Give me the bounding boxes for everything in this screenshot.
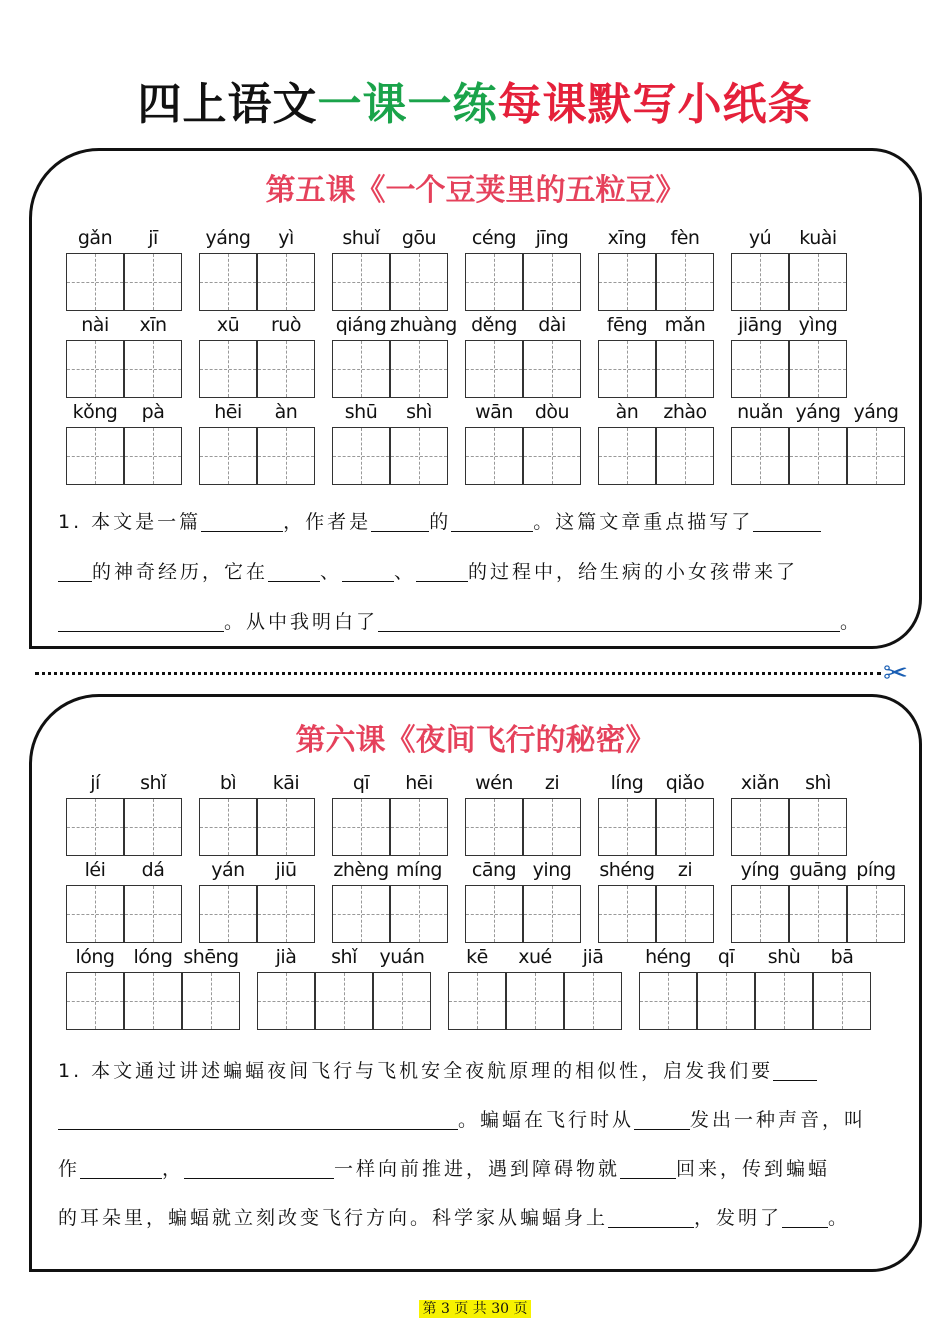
pinyin-label: mǎn <box>664 314 706 336</box>
pinyin-word-group <box>731 401 905 491</box>
pinyin-label: qī <box>717 946 735 968</box>
q-text: 、 <box>320 561 343 583</box>
pinyin-label: yáng <box>205 227 251 249</box>
pinyin-word-group <box>465 401 581 491</box>
writing-box[interactable] <box>66 885 124 943</box>
writing-box[interactable] <box>789 340 847 398</box>
pinyin-label: yìng <box>798 314 838 336</box>
pinyin-label: shéng <box>599 859 655 881</box>
pinyin-label: jīng <box>535 227 569 249</box>
writing-box[interactable] <box>755 972 813 1030</box>
answer-blank[interactable] <box>416 557 468 582</box>
writing-box[interactable] <box>465 340 523 398</box>
pinyin-label: wān <box>475 401 513 423</box>
pinyin-label: zhào <box>663 401 707 423</box>
pinyin-word-group <box>332 772 448 862</box>
pinyin-word-group <box>465 314 581 404</box>
pinyin-label: píng <box>856 859 896 881</box>
writing-box[interactable] <box>564 972 622 1030</box>
writing-box[interactable] <box>332 885 390 943</box>
q-text: 、 <box>394 561 417 583</box>
pinyin-label: àn <box>615 401 639 423</box>
writing-box[interactable] <box>124 798 182 856</box>
answer-blank[interactable] <box>451 507 533 532</box>
pinyin-label: shì <box>406 401 432 423</box>
writing-box[interactable] <box>257 340 315 398</box>
pinyin-word-group <box>731 227 847 317</box>
writing-box[interactable] <box>257 427 315 485</box>
writing-box[interactable] <box>66 798 124 856</box>
answer-blank[interactable] <box>608 1203 694 1228</box>
lesson-6-card <box>29 694 922 1272</box>
lesson-5-card <box>29 148 922 649</box>
pinyin-word-group <box>731 314 847 404</box>
pinyin-label: gǎn <box>77 227 113 249</box>
pinyin-label: jiū <box>275 859 297 881</box>
pinyin-word-group <box>257 946 431 1036</box>
pinyin-label: kǒng <box>72 401 118 423</box>
pinyin-word-group <box>66 401 182 491</box>
pinyin-word-group <box>465 772 581 862</box>
answer-blank[interactable] <box>58 557 92 582</box>
answer-blank[interactable] <box>201 507 283 532</box>
writing-box[interactable] <box>465 885 523 943</box>
pinyin-word-group <box>598 859 714 949</box>
pinyin-label: nuǎn <box>737 401 783 423</box>
writing-box[interactable] <box>465 253 523 311</box>
writing-box[interactable] <box>124 885 182 943</box>
writing-box[interactable] <box>199 798 257 856</box>
pinyin-word-group <box>639 946 871 1036</box>
pinyin-label: pà <box>141 401 165 423</box>
pinyin-label: dá <box>141 859 165 881</box>
pinyin-word-group <box>66 314 182 404</box>
q-text: 发出一种声音，叫 <box>690 1109 867 1131</box>
lesson-5-question-line-2 <box>58 547 899 597</box>
pinyin-label: qiáng <box>335 314 387 336</box>
pinyin-label: léi <box>84 859 106 881</box>
pinyin-label: jí <box>90 772 100 794</box>
pinyin-label: guāng <box>789 859 847 881</box>
writing-box[interactable] <box>332 798 390 856</box>
writing-box[interactable] <box>199 427 257 485</box>
lesson-5-title: 第五课《一个豆荚里的五粒豆》 <box>265 173 686 208</box>
writing-box[interactable] <box>847 885 905 943</box>
answer-blank[interactable] <box>782 1203 828 1228</box>
pinyin-word-group <box>199 772 315 862</box>
pinyin-label: zhuàng <box>390 314 457 336</box>
writing-box[interactable] <box>390 798 448 856</box>
pinyin-label: yáng <box>795 401 841 423</box>
q-text: 一样向前推进，遇到障碍物就 <box>334 1158 621 1180</box>
pinyin-word-group <box>332 859 448 949</box>
lesson-6-title: 第六课《夜间飞行的秘密》 <box>295 723 656 758</box>
writing-box[interactable] <box>66 972 124 1030</box>
answer-blank[interactable] <box>378 607 840 632</box>
pinyin-label: gōu <box>401 227 437 249</box>
pinyin-word-group <box>598 314 714 404</box>
pinyin-label: shǐ <box>140 772 166 794</box>
pinyin-label: céng <box>471 227 517 249</box>
writing-box[interactable] <box>731 253 789 311</box>
writing-box[interactable] <box>257 253 315 311</box>
lesson-5-question-line-1 <box>58 497 899 547</box>
page-number: 第 3 页 共 30 页 <box>419 1300 532 1318</box>
scissors-icon: ✂ <box>883 656 909 691</box>
answer-blank[interactable] <box>773 1056 817 1081</box>
pinyin-word-group <box>448 946 622 1036</box>
pinyin-label: dòu <box>534 401 570 423</box>
pinyin-label: jiāng <box>738 314 782 336</box>
writing-box[interactable] <box>598 798 656 856</box>
pinyin-word-group <box>199 401 315 491</box>
writing-box[interactable] <box>390 253 448 311</box>
pinyin-word-group <box>199 314 315 404</box>
pinyin-label: shì <box>805 772 831 794</box>
pinyin-label: zhèng <box>333 859 389 881</box>
title-part-1: 四上语文 <box>137 79 318 130</box>
pinyin-label: fèn <box>670 227 700 249</box>
lesson-6-question-line-2 <box>58 1095 899 1145</box>
pinyin-label: bā <box>830 946 854 968</box>
writing-box[interactable] <box>66 340 124 398</box>
title-part-2: 一课一练 <box>317 79 498 130</box>
pinyin-label: jī <box>148 227 158 249</box>
writing-box[interactable] <box>182 972 240 1030</box>
q-text: 回来，传到蝙蝠 <box>676 1158 831 1180</box>
pinyin-label: bì <box>219 772 237 794</box>
writing-box[interactable] <box>257 798 315 856</box>
writing-box[interactable] <box>373 972 431 1030</box>
writing-box[interactable] <box>847 427 905 485</box>
writing-box[interactable] <box>199 340 257 398</box>
lesson-6-question-line-4 <box>58 1193 899 1243</box>
writing-box[interactable] <box>697 972 755 1030</box>
pinyin-label: hēi <box>214 401 242 423</box>
writing-box[interactable] <box>257 885 315 943</box>
pinyin-label: kuài <box>799 227 837 249</box>
writing-box[interactable] <box>813 972 871 1030</box>
pinyin-label: shù <box>767 946 801 968</box>
writing-box[interactable] <box>315 972 373 1030</box>
answer-blank[interactable] <box>371 507 429 532</box>
lesson-5-question-line-3 <box>58 597 899 647</box>
pinyin-label: líng <box>610 772 644 794</box>
pinyin-label: qī <box>352 772 370 794</box>
writing-box[interactable] <box>523 340 581 398</box>
writing-box[interactable] <box>124 427 182 485</box>
page-footer <box>0 1298 950 1318</box>
q-text: 。 <box>840 611 863 633</box>
pinyin-label: yú <box>748 227 772 249</box>
writing-box[interactable] <box>390 340 448 398</box>
writing-box[interactable] <box>523 253 581 311</box>
q-text: 的过程中，给生病的小女孩带来了 <box>468 561 799 583</box>
writing-box[interactable] <box>257 972 315 1030</box>
pinyin-word-group <box>199 227 315 317</box>
cut-line <box>35 672 881 675</box>
writing-box[interactable] <box>124 972 182 1030</box>
pinyin-label: yuán <box>379 946 425 968</box>
answer-blank[interactable] <box>58 1105 458 1130</box>
writing-box[interactable] <box>656 253 714 311</box>
pinyin-label: lóng <box>133 946 173 968</box>
pinyin-label: shǐ <box>331 946 357 968</box>
pinyin-label: shuǐ <box>342 227 380 249</box>
pinyin-label: ying <box>532 859 572 881</box>
writing-box[interactable] <box>598 340 656 398</box>
pinyin-label: zi <box>544 772 560 794</box>
answer-blank[interactable] <box>620 1154 676 1179</box>
answer-blank[interactable] <box>753 507 821 532</box>
writing-box[interactable] <box>731 427 789 485</box>
writing-box[interactable] <box>598 885 656 943</box>
pinyin-label: kē <box>466 946 488 968</box>
pinyin-label: xué <box>518 946 552 968</box>
q-text: ， <box>162 1158 185 1180</box>
writing-box[interactable] <box>66 427 124 485</box>
pinyin-label: xiǎn <box>740 772 780 794</box>
pinyin-label: zi <box>677 859 693 881</box>
writing-box[interactable] <box>731 885 789 943</box>
pinyin-label: lóng <box>75 946 115 968</box>
writing-box[interactable] <box>199 253 257 311</box>
writing-box[interactable] <box>731 798 789 856</box>
answer-blank[interactable] <box>80 1154 162 1179</box>
writing-box[interactable] <box>598 427 656 485</box>
q-text: 1. 本文是一篇 <box>58 511 202 533</box>
pinyin-label: xīng <box>607 227 647 249</box>
pinyin-label: shū <box>344 401 378 423</box>
pinyin-word-group <box>465 859 581 949</box>
writing-box[interactable] <box>789 253 847 311</box>
page-title <box>0 68 950 132</box>
q-text: ，发明了 <box>694 1207 783 1229</box>
writing-box[interactable] <box>332 340 390 398</box>
lesson-6-question-line-3 <box>58 1144 899 1194</box>
answer-blank[interactable] <box>184 1154 334 1179</box>
pinyin-label: kāi <box>272 772 300 794</box>
pinyin-label: àn <box>274 401 298 423</box>
answer-blank[interactable] <box>58 607 224 632</box>
writing-box[interactable] <box>598 253 656 311</box>
pinyin-label: qiǎo <box>665 772 705 794</box>
writing-box[interactable] <box>789 885 847 943</box>
pinyin-label: xū <box>216 314 240 336</box>
writing-box[interactable] <box>523 798 581 856</box>
writing-box[interactable] <box>789 798 847 856</box>
q-text: 1. 本文通过讲述蝙蝠夜间飞行与飞机安全夜航原理的相似性，启发我们要 <box>58 1060 774 1082</box>
pinyin-label: jià <box>275 946 297 968</box>
lesson-6-question-line-1 <box>58 1046 899 1096</box>
writing-box[interactable] <box>656 427 714 485</box>
writing-box[interactable] <box>390 885 448 943</box>
pinyin-label: yán <box>211 859 245 881</box>
pinyin-label: ruò <box>271 314 301 336</box>
writing-box[interactable] <box>523 427 581 485</box>
pinyin-word-group <box>731 772 847 862</box>
answer-blank[interactable] <box>342 557 394 582</box>
writing-box[interactable] <box>731 340 789 398</box>
q-text: 的耳朵里，蝙蝠就立刻改变飞行方向。科学家从蝙蝠身上 <box>58 1207 609 1229</box>
pinyin-word-group <box>66 227 182 317</box>
pinyin-word-group <box>66 946 240 1036</box>
pinyin-label: yì <box>278 227 294 249</box>
writing-box[interactable] <box>789 427 847 485</box>
pinyin-label: yáng <box>853 401 899 423</box>
pinyin-word-group <box>731 859 905 949</box>
pinyin-label: shēng <box>183 946 239 968</box>
pinyin-label: xīn <box>139 314 167 336</box>
pinyin-word-group <box>332 314 457 404</box>
pinyin-label: nài <box>81 314 109 336</box>
q-text: 。这篇文章重点描写了 <box>533 511 754 533</box>
pinyin-word-group <box>66 772 182 862</box>
writing-box[interactable] <box>639 972 697 1030</box>
writing-box[interactable] <box>332 253 390 311</box>
pinyin-word-group <box>66 859 182 949</box>
writing-box[interactable] <box>523 885 581 943</box>
pinyin-label: yíng <box>740 859 780 881</box>
writing-box[interactable] <box>656 885 714 943</box>
writing-box[interactable] <box>124 253 182 311</box>
q-text: 。 <box>828 1207 851 1229</box>
writing-box[interactable] <box>656 798 714 856</box>
pinyin-label: hēi <box>405 772 433 794</box>
writing-box[interactable] <box>66 253 124 311</box>
pinyin-label: fēng <box>606 314 648 336</box>
pinyin-label: jiā <box>582 946 604 968</box>
writing-box[interactable] <box>448 972 506 1030</box>
pinyin-label: děng <box>471 314 517 336</box>
pinyin-label: wén <box>475 772 513 794</box>
writing-box[interactable] <box>465 798 523 856</box>
pinyin-word-group <box>598 772 714 862</box>
writing-box[interactable] <box>506 972 564 1030</box>
title-part-3: 每课默写小纸条 <box>497 79 813 130</box>
writing-box[interactable] <box>332 427 390 485</box>
writing-box[interactable] <box>124 340 182 398</box>
writing-box[interactable] <box>390 427 448 485</box>
pinyin-label: cāng <box>471 859 517 881</box>
q-text: 作 <box>58 1158 81 1180</box>
pinyin-word-group <box>199 859 315 949</box>
writing-box[interactable] <box>199 885 257 943</box>
q-text: 的 <box>429 511 452 533</box>
writing-box[interactable] <box>465 427 523 485</box>
pinyin-label: héng <box>645 946 691 968</box>
pinyin-word-group <box>598 401 714 491</box>
pinyin-label: dài <box>538 314 566 336</box>
answer-blank[interactable] <box>268 557 320 582</box>
pinyin-word-group <box>332 401 448 491</box>
answer-blank[interactable] <box>634 1105 690 1130</box>
q-text: 。从中我明白了 <box>224 611 379 633</box>
pinyin-word-group <box>465 227 581 317</box>
q-text: 的神奇经历，它在 <box>92 561 269 583</box>
pinyin-label: míng <box>396 859 442 881</box>
pinyin-word-group <box>332 227 448 317</box>
pinyin-word-group <box>598 227 714 317</box>
q-text: ，作者是 <box>283 511 372 533</box>
q-text: 。蝙蝠在飞行时从 <box>458 1109 635 1131</box>
writing-box[interactable] <box>656 340 714 398</box>
